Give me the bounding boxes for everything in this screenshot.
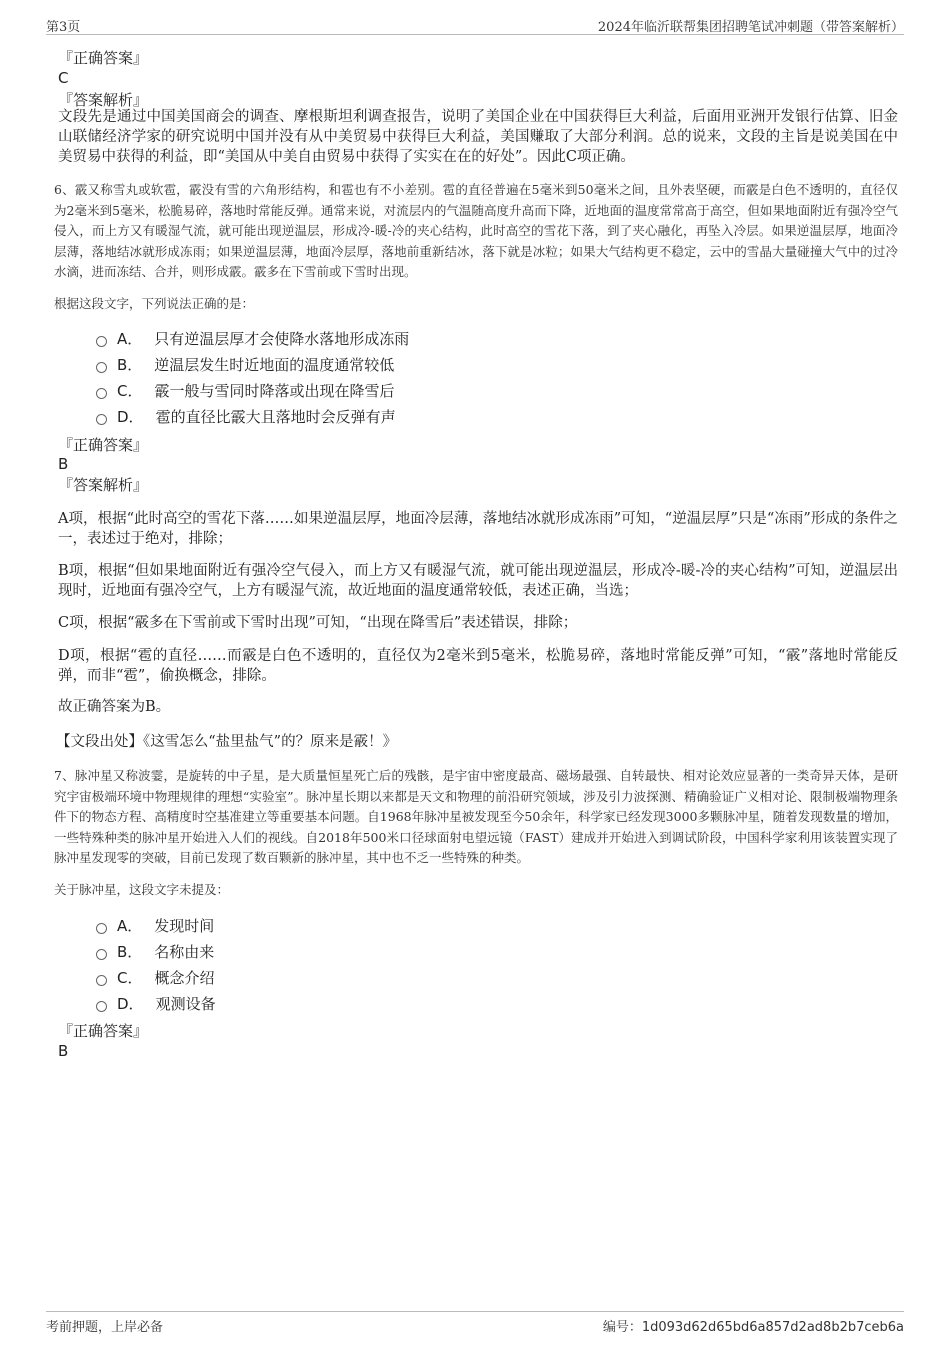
q6-option-b[interactable]: B． 逆温层发生时近地面的温度通常较低 — [96, 354, 394, 376]
q6-conclusion: 故正确答案为B。 — [58, 699, 171, 715]
radio-icon[interactable] — [96, 1001, 107, 1012]
q5-analysis: 文段先是通过中国美国商会的调查、摩根斯坦利调查报告，说明了美国企业在中国获得巨大利益，后面用亚洲开发银行估算、旧金山联储经济学家的研究说明中国并没有从中美贸易中获得巨大利益，美国赚取了大部分利润。总的说来，文段的主旨是说美国在中美贸易中获得的利益，即“美国从中美自由贸易中获得了实实在在的好处”。因此C项正确。 — [58, 109, 898, 165]
q5-answer-label: 『正确答案』 — [58, 49, 149, 67]
radio-icon[interactable] — [96, 414, 107, 425]
radio-icon[interactable] — [96, 923, 107, 934]
q7-passage: 7、脉冲星又称波霎，是旋转的中子星，是大质量恒星死亡后的残骸，是宇宙中密度最高、磁场最强、自转最快、相对论效应显著的一类奇异天体，是研究宇宙极端环境中物理规律的理想“实验室”。脉冲星长期以来都是天文和物理的前沿研究领域，涉及引力波探测、精确验证广义相对论、限制极端物理条件下的物态方程、高精度时空基准建立等重要基本问题。自1968年脉冲星被发现至今50余年，科学家已经发现3000多颗脉冲星，随着发现数量的增加，一些特殊种类的脉冲星开始进入人们的视线。自2018年500米口径球面射电望远镜（FAST）建成并开始进入到调试阶段，中国科学家利用该装置实现了脉冲星发现零的突破，目前已发现了数百颗新的脉冲星，其中也不乏一些特殊的种类。 — [54, 768, 898, 865]
radio-icon[interactable] — [96, 975, 107, 986]
q6-source: 【文段出处】《这雪怎么“盐里盐气”的？原来是霰！》 — [56, 734, 398, 750]
q6-analysis-a: A项，根据“此时高空的雪花下落……如果逆温层厚，地面冷层薄，落地结冰就形成冻雨”可知，“逆温层厚”只是“冻雨”形成的条件之一，表述过于绝对，排除； — [58, 511, 898, 547]
document-code: 编号：1d093d62d65bd6a857d2ad8b2b7ceb6a — [602, 1320, 904, 1335]
q7-option-c[interactable]: C． 概念介绍 — [96, 967, 215, 989]
page-footer — [46, 1311, 904, 1336]
q6-option-c[interactable]: C． 霰一般与雪同时降落或出现在降雪后 — [96, 380, 395, 402]
q6-option-d[interactable]: D． 雹的直径比霰大且落地时会反弹有声 — [96, 406, 396, 428]
radio-icon[interactable] — [96, 388, 107, 399]
radio-icon[interactable] — [96, 336, 107, 347]
page-number: 第3页 — [46, 20, 81, 35]
document-title: 2024年临沂联帮集团招聘笔试冲刺题（带答案解析） — [597, 20, 904, 35]
page-header — [46, 14, 904, 35]
q5-answer: C — [58, 69, 69, 87]
q6-option-a[interactable]: A． 只有逆温层厚才会使降水落地形成冻雨 — [96, 328, 409, 350]
radio-icon[interactable] — [96, 362, 107, 373]
q6-analysis-label: 『答案解析』 — [58, 476, 149, 494]
q6-answer: B — [58, 455, 69, 473]
radio-icon[interactable] — [96, 949, 107, 960]
q6-question: 根据这段文字，下列说法正确的是： — [54, 296, 255, 311]
q6-analysis-d: D项，根据“雹的直径……而霰是白色不透明的，直径仅为2毫米到5毫米，松脆易碎，落地时常能反弹”可知，“霰”落地时常能反弹，而非“雹”，偷换概念，排除。 — [58, 648, 898, 684]
footer-slogan: 考前押题，上岸必备 — [46, 1320, 164, 1335]
q7-answer-label: 『正确答案』 — [58, 1022, 149, 1040]
q7-question: 关于脉冲星，这段文字未提及： — [54, 882, 230, 897]
q6-analysis-b: B项，根据“但如果地面附近有强冷空气侵入，而上方又有暖湿气流，就可能出现逆温层，形成冷-暖-冷的夹心结构”可知，逆温层出现时，近地面有强冷空气，上方有暖湿气流，故近地面的温度通常较低，表述正确，当选； — [58, 563, 898, 599]
q5-analysis-label: 『答案解析』 — [58, 91, 149, 109]
q6-answer-label: 『正确答案』 — [58, 436, 149, 454]
q6-analysis-c: C项，根据“霰多在下雪前或下雪时出现”可知，“出现在降雪后”表述错误，排除； — [58, 615, 578, 631]
q7-option-b[interactable]: B． 名称由来 — [96, 941, 214, 963]
q6-passage: 6、霰又称雪丸或软雹，霰没有雪的六角形结构，和雹也有不小差别。雹的直径普遍在5毫米到50毫米之间，且外表坚硬，而霰是白色不透明的，直径仅为2毫米到5毫米，松脆易碎，落地时常能反弹。通常来说，对流层内的气温随高度升高而下降，近地面的温度常常高于高空，但如果地面附近有强冷空气侵入，而上方又有暖湿气流，就可能出现逆温层，形成冷-暖-冷的夹心结构，此时高空的雪花下落，到了夹心融化，再坠入冷层。如果逆温层厚，地面冷层薄，落地结冰就形成冻雨；如果逆温层薄，地面冷层厚，落地前重新结冰，落下就是冰粒；如果大气结构更不稳定，云中的雪晶大量碰撞大气中的过冷水滴，进而冻结、合并，则形成霰。霰多在下雪前或下雪时出现。 — [54, 182, 898, 279]
q7-option-d[interactable]: D． 观测设备 — [96, 993, 216, 1015]
q7-answer: B — [58, 1042, 69, 1060]
q7-option-a[interactable]: A． 发现时间 — [96, 915, 214, 937]
